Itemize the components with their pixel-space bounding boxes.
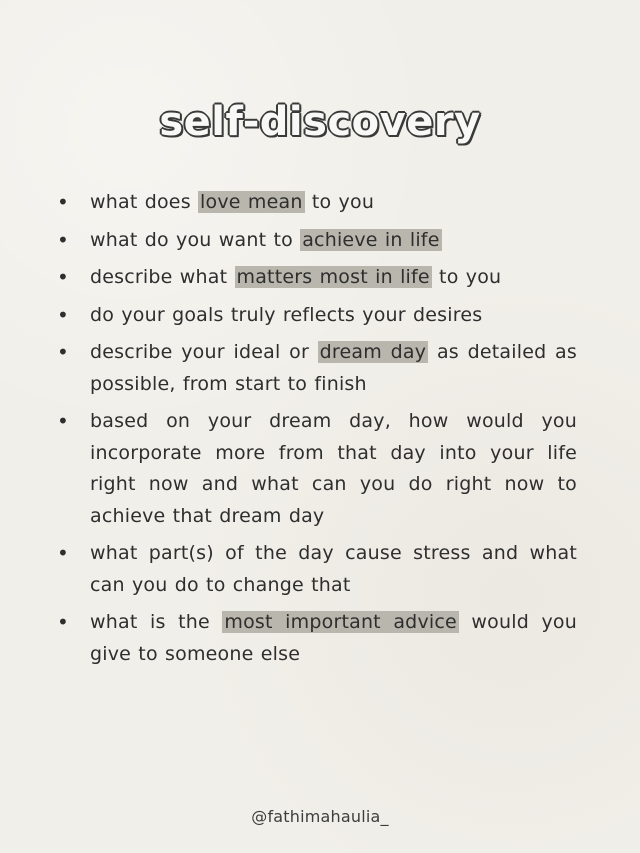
creator-handle: @fathimahaulia_ <box>251 807 389 826</box>
item-text-after: would you give to someone else <box>90 611 577 665</box>
list-item <box>57 406 577 532</box>
item-text-after: as detailed as possible, from start to finish <box>90 341 577 395</box>
item-text-before: what is the <box>90 611 223 633</box>
highlighted-text: achieve in life <box>302 228 440 251</box>
item-text-before: what does <box>90 191 199 213</box>
item-text-before: what do you want to <box>90 228 301 251</box>
list-item <box>57 607 577 670</box>
item-text-before: describe what <box>90 266 235 288</box>
list-item <box>57 187 577 219</box>
highlighted-text: matters most in life <box>236 266 430 288</box>
item-text: what part(s) of the day cause stress and what can you do to change that <box>90 542 577 596</box>
item-text: do your goals truly reflects your desires <box>90 303 483 326</box>
item-text-after: to you <box>431 266 502 288</box>
highlighted-text: most important advice <box>224 611 457 633</box>
item-text-after: to you <box>304 191 375 213</box>
list-item <box>57 225 577 257</box>
item-text: based on your dream day, how would you incorporate more from that day into your life right now and what can you do right now to achieve that dream day <box>90 410 577 527</box>
item-text-before: describe your ideal or <box>90 341 318 363</box>
highlighted-text: love mean <box>200 191 303 213</box>
highlighted-text: dream day <box>319 341 427 363</box>
list-item <box>57 300 577 332</box>
page-title: self-discovery <box>159 99 481 145</box>
list-item <box>57 337 577 400</box>
list-item <box>57 538 577 601</box>
prompt-list <box>57 187 577 676</box>
list-item <box>57 262 577 294</box>
